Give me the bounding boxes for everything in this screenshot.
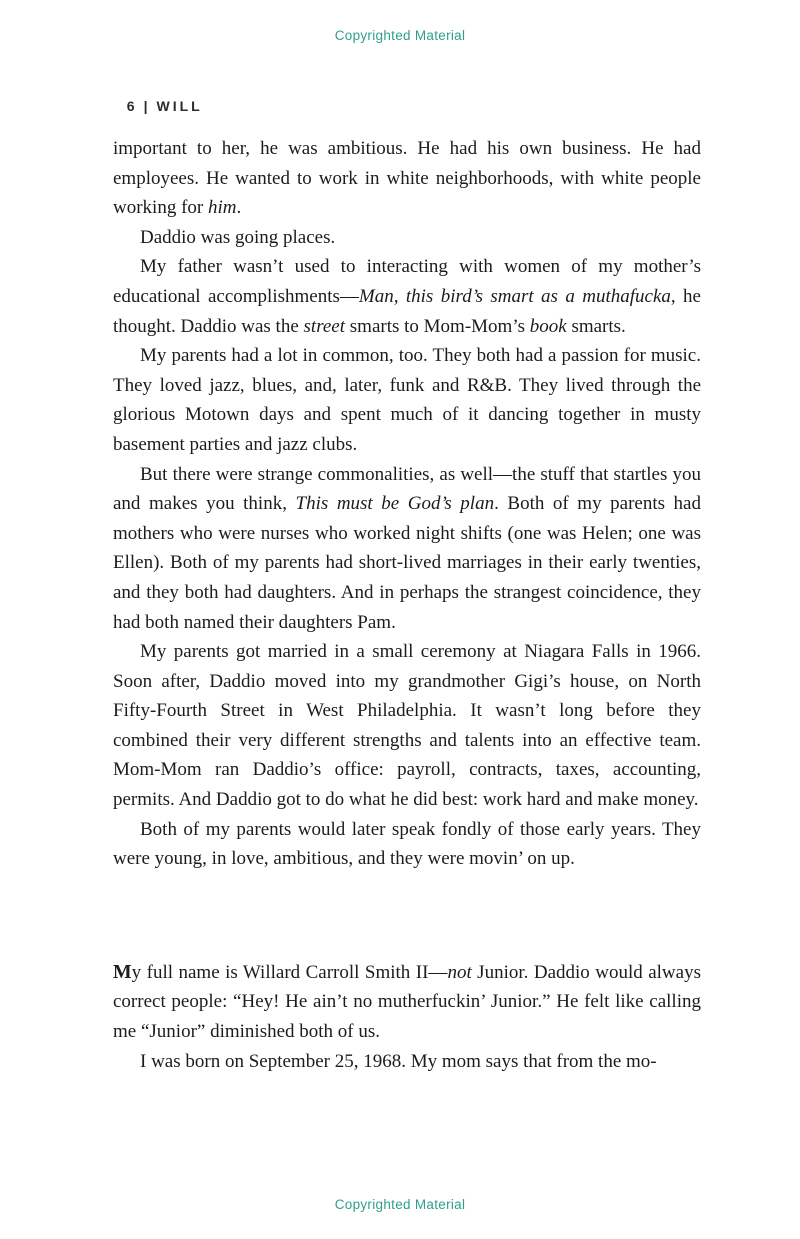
paragraph — [113, 460, 701, 638]
book-title: WILL — [156, 98, 203, 114]
text-segment: This must be God’s plan — [295, 493, 495, 515]
running-header — [113, 82, 203, 114]
text-segment: My parents had a lot in common, too. They both had a passion for music. They loved jazz, blues, and, later, funk and R&B. They lived through the glorious Motown days and spent much of it dancing together in musty basement parties and jazz clubs. — [113, 345, 701, 455]
paragraph — [113, 958, 701, 1047]
text-segment: not — [447, 961, 472, 983]
text-segment: , he thought. Daddio was the — [113, 285, 701, 337]
text-segment: important to her, he was ambitious. He had his own business. He had employees. He wanted to work in white neighborhoods, with white people working for — [113, 138, 701, 219]
text-segment: I was born on September 25, 1968. My mom says that from the mo- — [140, 1050, 657, 1072]
text-segment: him — [207, 197, 237, 219]
paragraph — [113, 1047, 701, 1077]
text-segment: M — [113, 960, 132, 983]
text-segment: Daddio was going places. — [140, 226, 336, 248]
text-segment: . Both of my parents had mothers who were nurses who worked night shifts (one was Helen; one was Ellen). Both of my parents had short-lived marriages in their early twenties, and they both had daughters. And in perhaps the strangest coincidence, they had both named their daughters Pam. — [113, 493, 701, 633]
text-segment: smarts to Mom-Mom’s — [345, 315, 530, 337]
paragraph — [113, 637, 701, 815]
page-number: 6 — [126, 98, 138, 114]
copyright-notice-bottom: Copyrighted Material — [334, 1197, 466, 1212]
paragraph — [113, 815, 701, 874]
text-segment: . — [236, 197, 242, 219]
text-segment: book — [529, 315, 567, 337]
text-segment: street — [303, 315, 346, 337]
text-segment: Both of my parents would later speak fondly of those early years. They were young, in love, ambitious, and they were movin’ on up. — [113, 818, 701, 870]
paragraph — [113, 134, 701, 223]
paragraph — [113, 223, 701, 253]
text-segment: My father wasn’t used to interacting with women of my mother’s educational accomplishments— — [113, 256, 701, 307]
copyright-notice-top: Copyrighted Material — [334, 28, 466, 43]
text-segment: My parents got married in a small ceremony at Niagara Falls in 1966. Soon after, Daddio moved into my grandmother Gigi’s house, on North Fifty-Fourth Street in West Philadelphia. It wasn’t long before they combined their very different strengths and talents into an effective team. Mom-Mom ran Daddio’s office: payroll, contracts, taxes, accounting, permits. And Daddio got to do what he did best: work hard and make money. — [113, 641, 701, 811]
paragraph — [113, 252, 701, 341]
text-segment: smarts. — [566, 315, 626, 337]
text-segment: But there were strange commonalities, as well—the stuff that startles you and makes you think, — [113, 463, 701, 515]
text-segment: Man, this bird’s smart as a muthafucka — [358, 285, 671, 307]
text-segment: Junior. Daddio would always correct people: “Hey! He ain’t no mutherfuckin’ Junior.” He felt like calling me “Junior” diminished both of us. — [113, 961, 701, 1043]
paragraph — [113, 341, 701, 459]
text-segment: y full name is Willard Carroll Smith II— — [131, 961, 448, 983]
header-separator: | — [143, 98, 151, 114]
page-body — [113, 134, 701, 1076]
